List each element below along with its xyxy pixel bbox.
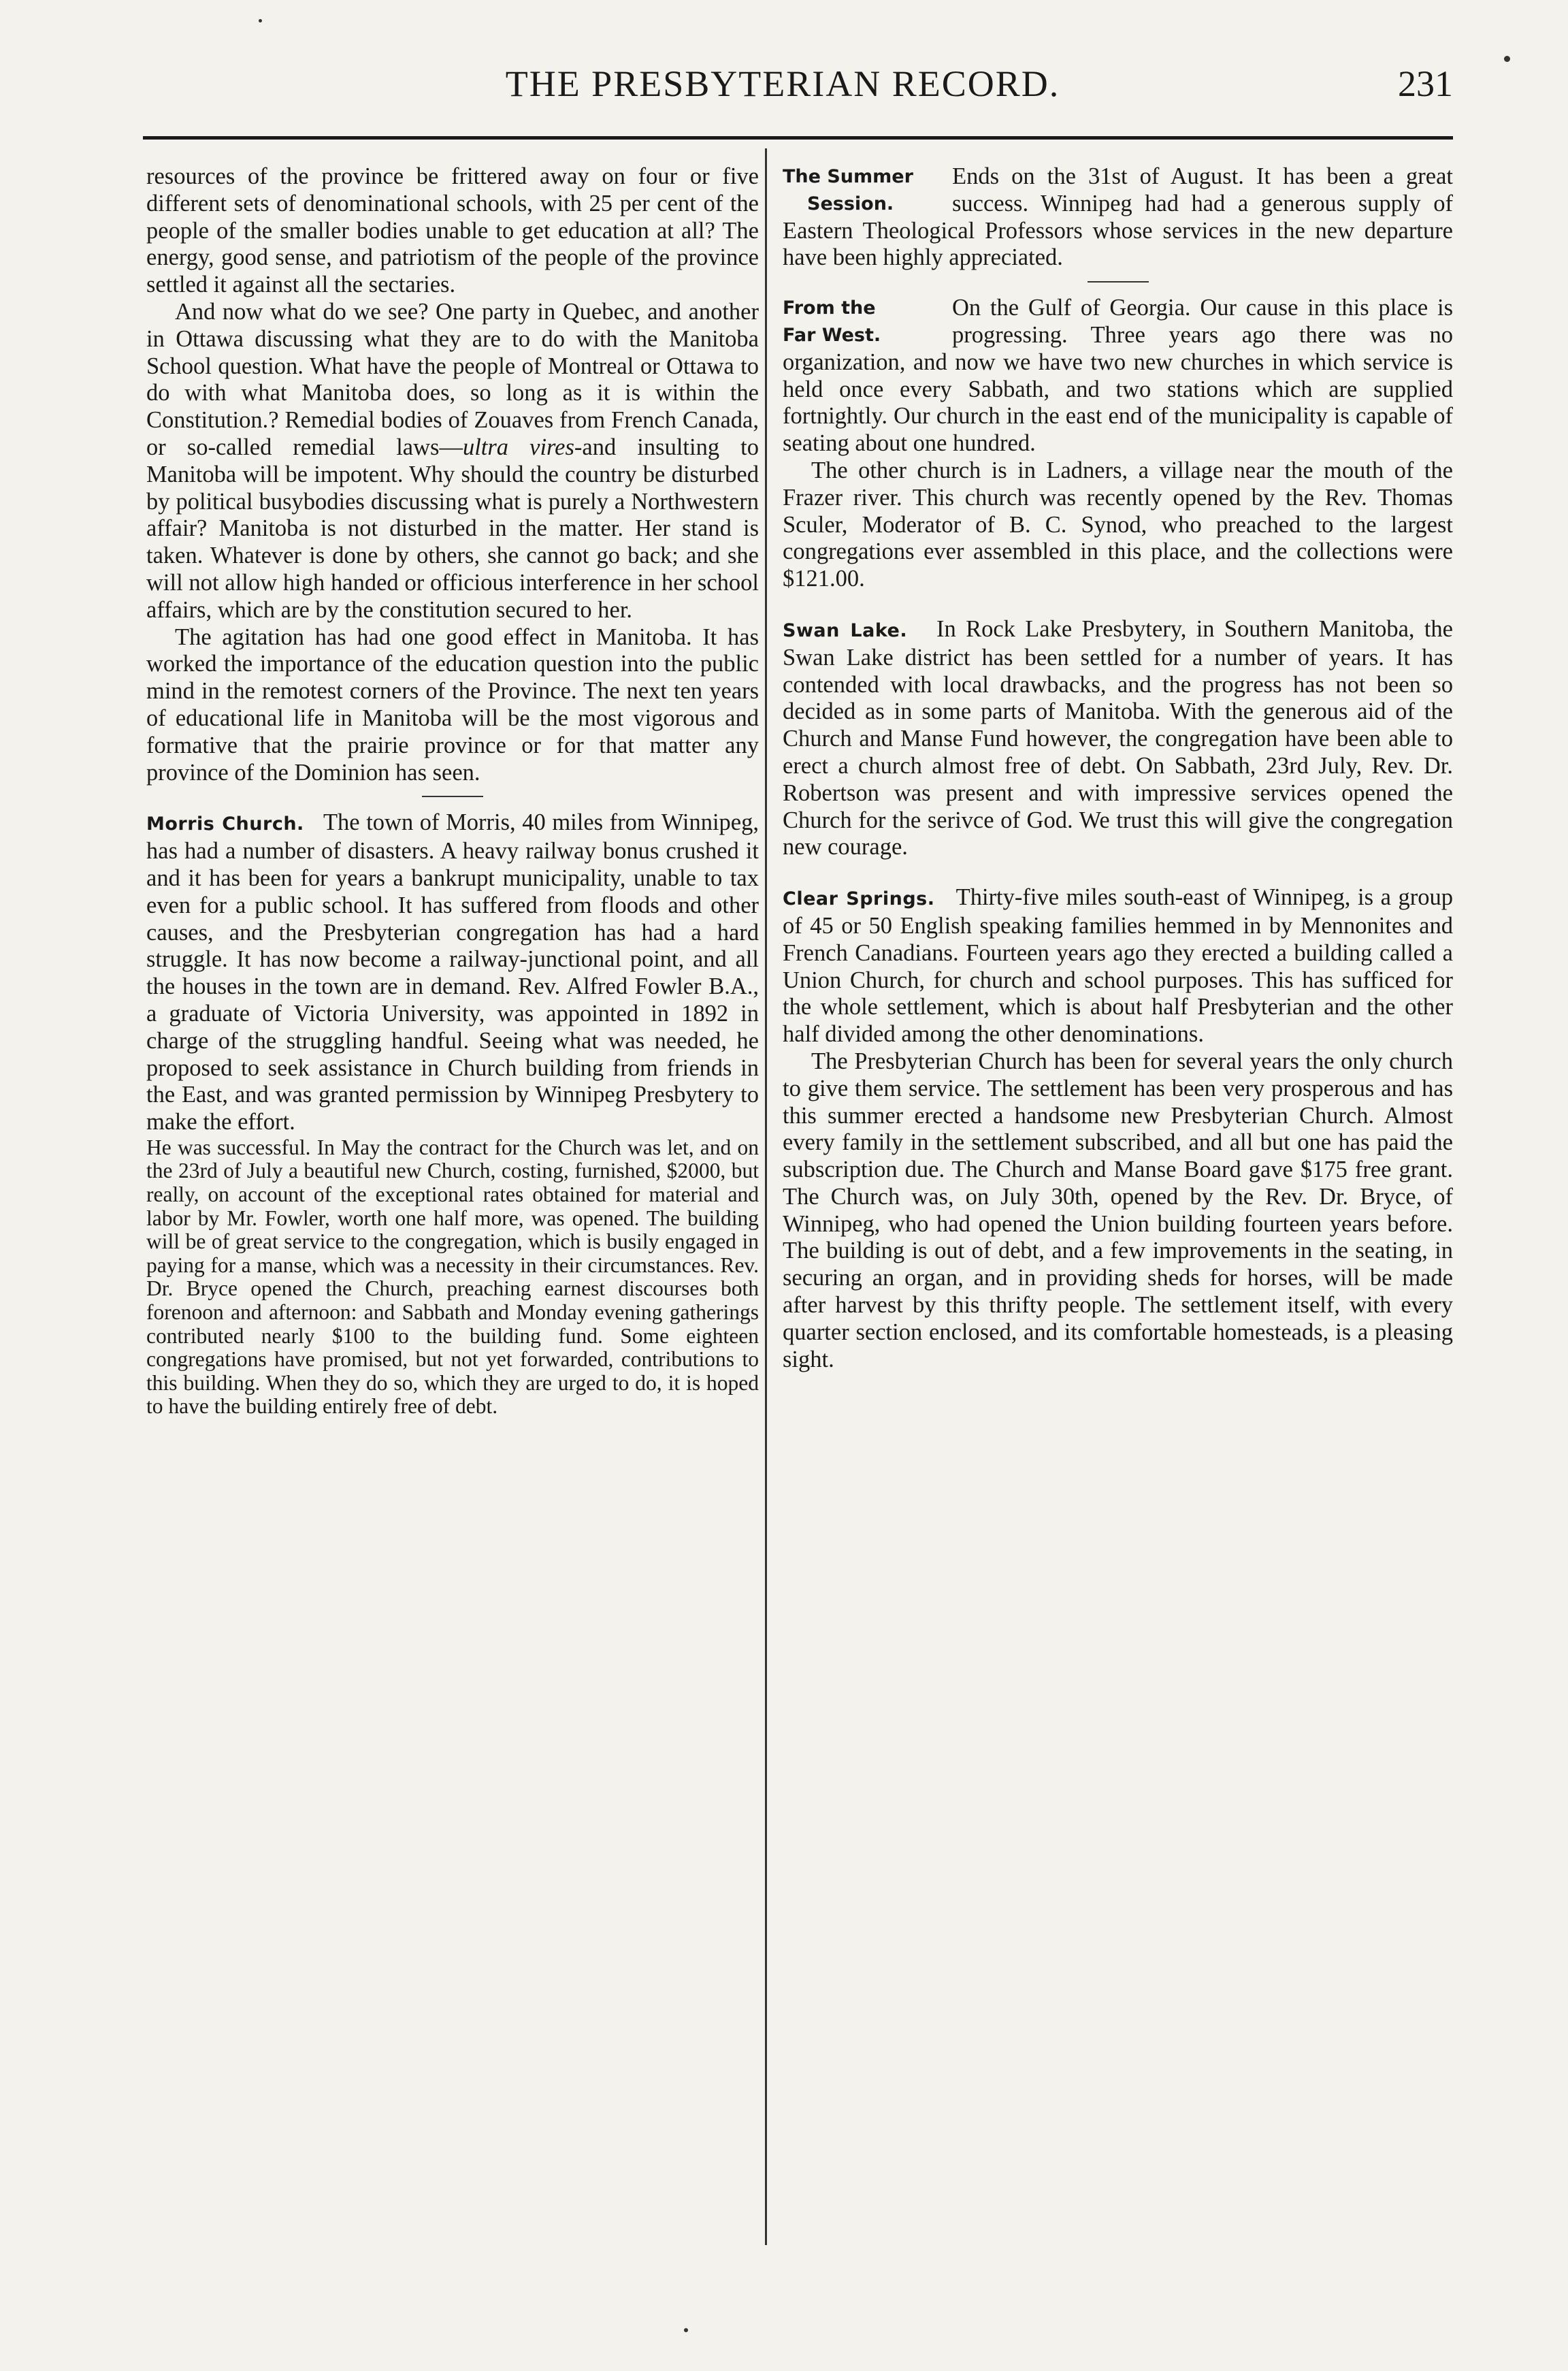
- page-number: 231: [1398, 63, 1453, 104]
- paragraph-what-do-we-see: [146, 299, 759, 624]
- clear-springs-paragraph-2: The Presbyterian Church has been for several years the only church to give them service. The settlement has been very prosperous and has this summer erected a handsome new Presbyterian Church. Almost every family in the settlement subscribed, and all but one has paid the subscription due. The Church and Manse Board gave $175 free grant. The Church was, on July 30th, opened by the Rev. Dr. Bryce, of Winnipeg, who had opened the Union building fourteen years before. The building is out of debt, and a few improvements in the seating, in securing an organ, and in providing sheds for horses, will be made after harvest by this thrifty people. The settlement itself, with every quarter section enclosed, and its comfortable homesteads, is a pleasing sight.: [783, 1048, 1453, 1372]
- section-separator: [1088, 602, 1149, 604]
- page-header-title: THE PRESBYTERIAN RECORD.: [505, 63, 1060, 104]
- heading-clear-springs: Clear Springs.: [783, 888, 935, 910]
- far-west-paragraph-2: The other church is in Ladners, a village near the mouth of the Frazer river. This church was recently opened by the Rev. Thomas Sculer, Moderator of B. C. Synod, who preached to the largest congregations ever assembled in this place, and the collections were $121.00.: [783, 457, 1453, 592]
- heading-morris-church: Morris Church.: [146, 813, 304, 835]
- speck: [1504, 56, 1510, 62]
- section-far-west: [783, 295, 1453, 593]
- section-swan-lake: [783, 616, 1453, 861]
- column-divider: [765, 148, 767, 2245]
- morris-church-text: The town of Morris, 40 miles from Winnipeg, has had a number of disasters. A heavy railway bonus crushed it and it has been for years a bankrupt municipality, unable to tax even for a public school. It has suffered from floods and other causes, and the Presbyterian congregation has had a hard struggle. It has now become a railway-junctional point, and all the houses in the town are in demand. Rev. Alfred Fowler B.A., a graduate of Victoria University, was appointed in 1892 in charge of the struggling handful. Seeing what was needed, he proposed to seek assistance in Church building from friends in the East, and was granted permission by Winnipeg Presbytery to make the effort.: [146, 809, 759, 1135]
- paragraph-text-part: -and insulting to Manitoba will be impotent. Why should the country be disturbed by political busybodies discussing what is purely a Northwestern affair? Manitoba is not disturbed in the matter. Her stand is taken. Whatever is done by others, she cannot go back; and she will not allow high handed or officious interference in her school affairs, which are by the constitution secured to her.: [146, 434, 759, 623]
- heading-line: Far West.: [783, 324, 881, 346]
- heading-summer-session: [783, 163, 943, 218]
- speck: [684, 2328, 688, 2332]
- heading-swan-lake: Swan Lake.: [783, 619, 908, 641]
- right-column: [783, 163, 1453, 1373]
- paragraph-text-part: And now what do we see? One party in Quebec, and another in Ottawa discussing what they are to do with the Manitoba School question. What have the people of Montreal or Ottawa to do with what Manitoba does, so long as it is within the Constitution.? Remedial bodies of Zouaves from French Canada, or so-called remedial laws—: [146, 298, 759, 460]
- section-clear-springs: [783, 884, 1453, 1048]
- swan-lake-text: In Rock Lake Presbytery, in Southern Manitoba, the Swan Lake district has been settled for a number of years. It has contended with local drawbacks, and the progress has not been so decided as in some parts of Manitoba. With the generous aid of the Church and Manse Fund however, the congregation have been able to erect a church almost free of debt. On Sabbath, 23rd July, Rev. Dr. Robertson was present and with impressive services opened the Church for the serivce of God. We trust this will give the congregation new courage.: [783, 615, 1453, 860]
- paragraph-agitation: The agitation has had one good effect in Manitoba. It has worked the importance of the education question into the public mind in the remotest corners of the Province. The next ten years of educational life in Manitoba will be the most vigorous and formative that the prairie province or for that matter any province of the Dominion has seen.: [146, 624, 759, 786]
- far-west-text: On the Gulf of Georgia. Our cause in this place is progressing. Three years ago there was no organization, and now we have two new churches in which service is held once every Sabbath, and two stations which are supplied fortnightly. Our church in the east end of the municipality is capable of seating about one hundred.: [783, 295, 1453, 457]
- left-column: [146, 163, 759, 1419]
- section-separator: [1088, 871, 1149, 872]
- heading-line: The Summer: [783, 166, 913, 187]
- summer-session-text: Ends on the 31st of August. It has been a great success. Winnipeg had had a generous supply of Eastern Theological Professors whose services in the new departure have been highly appreciated.: [783, 163, 1453, 271]
- heading-far-west: [783, 295, 943, 349]
- morris-church-text-small: He was successful. In May the contract for the Church was let, and on the 23rd of July a beautiful new Church, costing, furnished, $2000, but really, on account of the exceptional rates obtained for material and labor by Mr. Fowler, worth one half more, was opened. The building will be of great service to the congregation, which is busily engaged in paying for a manse, which was a necessity in their circumstances. Rev. Dr. Bryce opened the Church, preaching earnest discourses both forenoon and afternoon: and Sabbath and Monday evening gatherings contributed nearly $100 to the building fund. Some eighteen congregations have promised, but not yet forwarded, contributions to this building. When they do so, which they are urged to do, it is hoped to have the building entirely free of debt.: [146, 1135, 759, 1419]
- heading-line: Session.: [807, 193, 894, 214]
- header-rule: [143, 136, 1453, 140]
- section-separator: [422, 796, 483, 797]
- clear-springs-text: Thirty-five miles south-east of Winnipeg, is a group of 45 or 50 English speaking families hemmed in by Mennonites and French Canadians. Fourteen years ago they erected a building called a Union Church, for church and school purposes. This has sufficed for the whole settlement, which is about half Presbyterian and the other half divided among the other denominations.: [783, 884, 1453, 1048]
- section-separator: [1088, 281, 1149, 283]
- section-morris-church: [146, 809, 759, 1136]
- speck: [259, 19, 262, 22]
- section-summer-session: [783, 163, 1453, 272]
- italic-ultra-vires: ultra vires: [462, 434, 574, 460]
- heading-line: From the: [783, 297, 876, 319]
- paragraph-schools: resources of the province be frittered away on four or five different sets of denominational schools, with 25 per cent of the people of the smaller bodies unable to get education at all? The energy, good sense, and patriotism of the people of the province settled it against all the sectaries.: [146, 163, 759, 298]
